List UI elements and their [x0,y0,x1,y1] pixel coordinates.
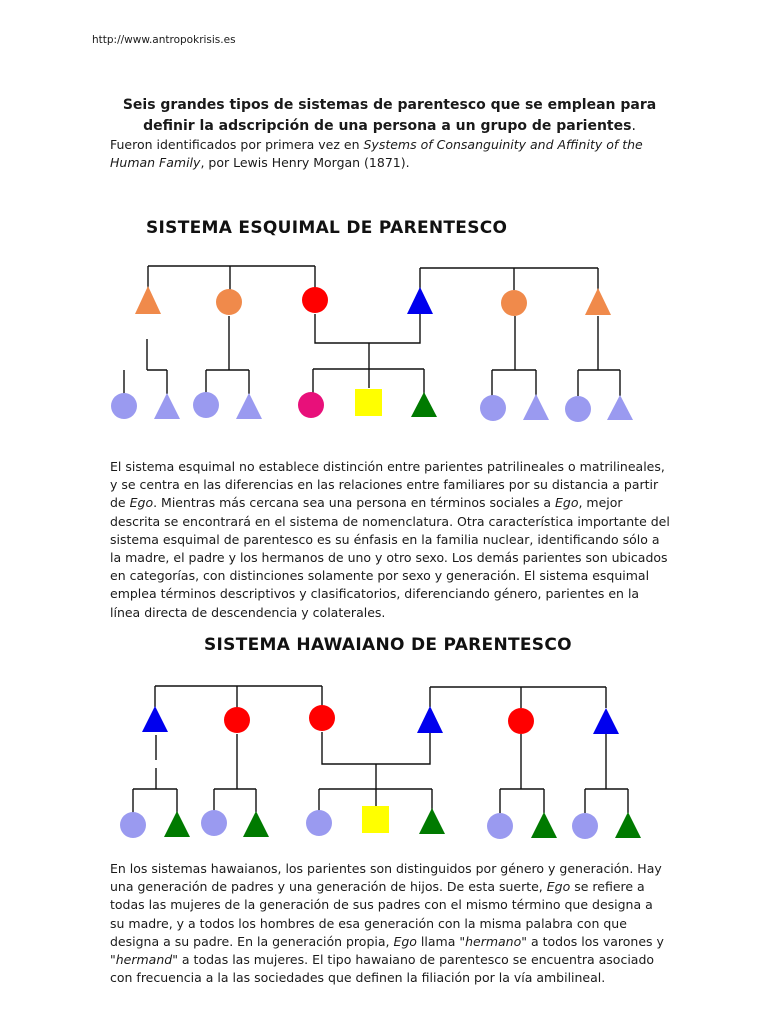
maternal-uncle-triangle [585,288,611,315]
sister-term-circle [487,813,513,839]
hawaiian-text-5: " a todas las mujeres. El tipo hawaiano de parentesco se encuentra asociado con frecuencia a la las sociedades que definen la filiación por la vía ambilineal. [110,952,655,986]
intro-part-1: Fueron identificados por primera vez en [110,137,364,152]
cousin-male-triangle [154,393,180,419]
hawaiian-ego-generation [120,806,641,839]
heading-period: . [631,118,636,134]
sister-circle [306,810,332,836]
eskimo-diagram-title: SISTEMA ESQUIMAL DE PARENTESCO [146,218,508,238]
heading-line-2-text: definir la adscripción de una persona a un grupo de parientes [143,118,632,134]
sister-circle [298,392,324,418]
hawaiian-text-2: se refiere a todas las mujeres de la generación de sus padres con el mismo término que designa a su madre, y a todos los hombres de esa generación con la misma palabra con que designa a su padre. En la generación propia, [110,879,653,949]
brother-term-triangle [164,811,190,837]
eskimo-ego-1: Ego [129,495,154,511]
father-term-triangle [142,706,168,732]
term-hermand: hermand [115,952,173,968]
intro-part-2: , por Lewis Henry Morgan (1871). [200,155,410,170]
cousin-male-triangle [236,393,262,419]
heading-line-2 [92,116,687,137]
eskimo-parent-generation [135,286,611,316]
cousin-female-circle [111,393,137,419]
cousin-female-circle [480,395,506,421]
hawaiian-parent-generation [142,705,619,734]
eskimo-text-3: , mejor descrita se encontrará en el sistema de nomenclatura. Otra característica importante del sistema esquimal de parentesco es su énfasis en la familia nuclear, identificando sólo a la madre, el padre y los hermanos de uno y otro sexo. Los demás parientes son ubicados en categorías, con distinciones solamente por sexo y generación. El sistema esquimal emplea términos descriptivos y clasificatorios, diferenciando género, parientes en la línea directa de descendencia y colaterales. [110,495,670,620]
brother-term-triangle [243,811,269,837]
term-hermano: hermano [465,933,522,949]
ego-square [362,806,389,833]
brother-term-triangle [615,812,641,838]
sister-term-circle [201,810,227,836]
maternal-aunt-circle [501,290,527,316]
intro-text [110,136,670,172]
brother-triangle [411,392,437,417]
eskimo-ego-2: Ego [554,495,579,511]
father-term-triangle [593,708,619,734]
eskimo-text-2: . Mientras más cercana sea una persona en términos sociales a [153,495,555,511]
eskimo-text-1: El sistema esquimal no establece distinción entre parientes patrilineales o matrilineales, y se centra en las diferencias en las relaciones entre familiares por su distancia a partir de [110,459,665,511]
cousin-male-triangle [607,395,633,420]
hawaiian-description [110,860,670,987]
eskimo-description [110,458,670,622]
hawaiian-connector-lines [133,686,628,813]
cousin-male-triangle [523,394,549,420]
mother-term-circle [508,708,534,734]
sister-term-circle [572,813,598,839]
hawaiian-text-3: llama " [416,933,466,949]
mother-term-circle [224,707,250,733]
sister-term-circle [120,812,146,838]
mother-circle [302,287,328,313]
hawaiian-diagram-title: SISTEMA HAWAIANO DE PARENTESCO [204,635,572,655]
hawaiian-ego-1: Ego [546,879,571,895]
paternal-aunt-circle [216,289,242,315]
cousin-female-circle [565,396,591,422]
hawaiian-text-4: " a todos los varones y " [110,933,664,968]
hawaiian-text-1: En los sistemas hawaianos, los parientes son distinguidos por género y generación. Hay una generación de padres y una generación de hijos. De esta suerte, [110,861,662,895]
mother-circle [309,705,335,731]
paternal-uncle-triangle [135,286,161,314]
heading-line-1: Seis grandes tipos de sistemas de parentesco que se emplean para [122,97,657,113]
brother-term-triangle [531,812,557,838]
page-heading [92,95,687,137]
brother-triangle [419,808,445,834]
cousin-female-circle [193,392,219,418]
father-triangle [417,706,443,733]
source-url[interactable]: http://www.antropokrisis.es [92,34,236,46]
eskimo-ego-generation [111,389,633,422]
book-title: Systems of Consanguinity and Affinity of the Human Family [110,137,643,170]
eskimo-connector-lines [124,266,620,396]
ego-square [355,389,382,416]
hawaiian-ego-2: Ego [393,933,417,949]
father-triangle [407,287,433,314]
